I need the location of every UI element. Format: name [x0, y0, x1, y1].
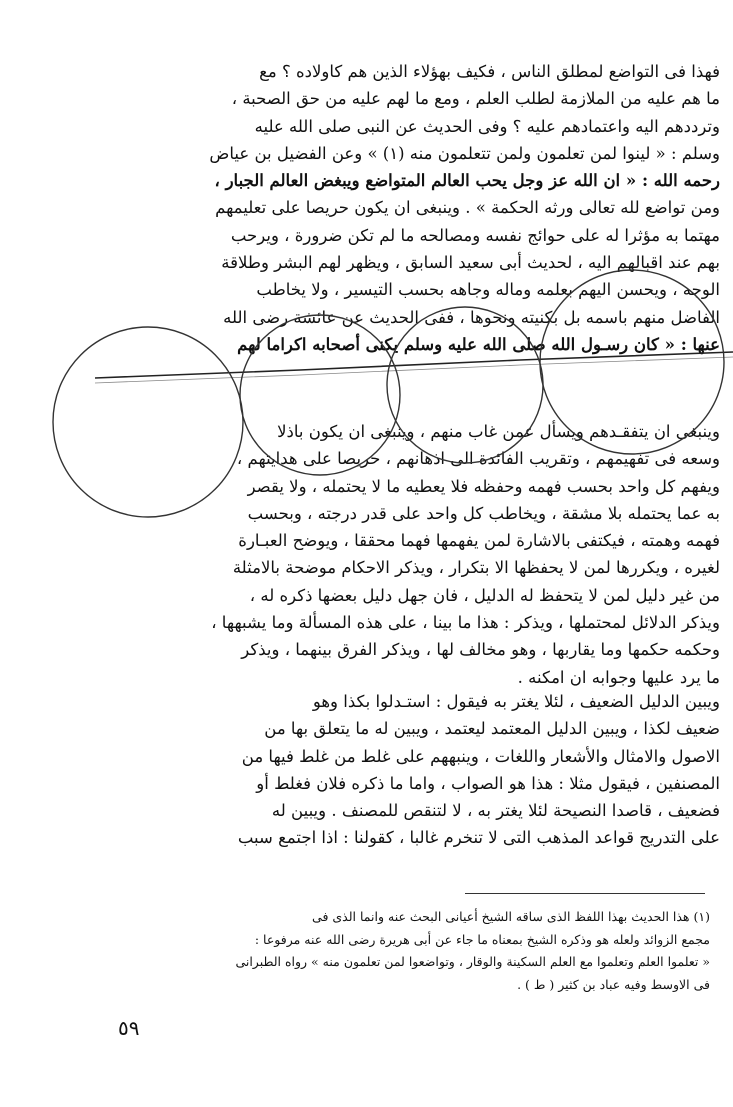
text-line: ما يرد عليها وجوابه ان امكنه .	[517, 667, 720, 687]
fold-crease-shadow	[95, 357, 733, 383]
footnote-separator	[465, 893, 705, 894]
text-line: به عما يحتمله بلا مشقة ، ويخاطب كل واحد على قدر درجته ، وبحسب	[247, 503, 720, 523]
text-line: الفاضل منهم باسمه بل بكنيته ونحوها ، ففى الحديث عن عائشة رضى الله	[223, 307, 720, 327]
text-line: الوجه ، ويحسن اليهم بعلمه وماله وجاهه بحسب التيسير ، ولا يخاطب	[256, 280, 720, 300]
text-line: ضعيف لكذا ، ويبين الدليل المعتمد ليعتمد ، ويبين له ما يتعلق بها من	[264, 719, 720, 739]
text-line: ومن تواضع لله تعالى ورثه الحكمة » . وينبغى ان يكون حريصا على تعليمهم	[215, 198, 720, 218]
footnote-line: فى الاوسط وفيه عباد بن كثير ( ط ) .	[517, 976, 710, 992]
paragraph-1	[100, 58, 720, 358]
text-line: وينبغى ان يتفقـدهم ويسأل عمن غاب منهم ، وينبغى ان يكون باذلا	[277, 422, 720, 441]
text-line: من غير دليل لمن لا يتحفظ له الدليل ، فان جهل دليل بعضها ذكره له ،	[249, 585, 720, 605]
footnote	[110, 906, 710, 996]
text-line: فضعيف ، قاصدا النصيحة لئلا يغتر به ، لا لتنقص للمصنف . ويبين له	[271, 801, 720, 821]
text-line: المصنفين ، فيقول مثلا : هذا هو الصواب ، واما ما ذكره فلان فغلط أو	[256, 773, 720, 793]
text-line: وسلم : « لينوا لمن تعلمون ولمن تتعلمون منه (١) » وعن الفضيل بن عياض	[209, 143, 720, 163]
paragraph-3	[100, 688, 720, 852]
text-line: وسعه فى تفهيمهم ، وتقريب الفائدة الى اذهانهم ، حريصا على هدايتهم ،	[236, 449, 720, 469]
text-line: ويذكر الدلائل لمحتملها ، ويذكر : هذا ما بينا ، على هذه المسألة وما يشبهها ،	[211, 613, 720, 633]
text-line: بهم عند اقبالهم اليه ، لحديث أبى سعيد السابق ، ويظهر لهم البشر وطلاقة	[221, 253, 720, 273]
footnote-line: « تعلموا العلم وتعلموا مع العلم السكينة والوقار ، وتواضعوا لمن تعلمون منه » رواه الطبرانى	[235, 954, 710, 970]
page-number: ٥٩	[118, 1016, 140, 1040]
text-line: عنها : « كان رسـول الله صلى الله عليه وسلم يكنى أصحابه اكراما لهم	[237, 334, 720, 354]
text-line: الاصول والامثال والأشعار واللغات ، وينبههم على غلط من غلط فيها من	[241, 746, 720, 766]
text-line: ويفهم كل واحد بحسب فهمه وحفظه فلا يعطيه ما لا يحتمله ، ولا يقصر	[247, 476, 720, 496]
paragraph-2	[100, 418, 720, 691]
text-line: فهمه وهمته ، فيكتفى بالاشارة لمن يفهمها فهما محققا ، ويوضح العبـارة	[238, 531, 720, 551]
text-line: رحمه الله : « ان الله عز وجل يحب العالم المتواضع ويبغض العالم الجبار ،	[214, 171, 720, 191]
text-line: فهذا فى التواضع لمطلق الناس ، فكيف بهؤلاء الذين هم كاولاده ؟ مع	[259, 62, 720, 81]
footnote-line: مجمع الزوائد ولعله هو وذكره الشيخ بمعناه ما جاء عن أبى هريرة رضى الله عنه مرفوعا :	[254, 931, 710, 947]
text-line: ما هم عليه من الملازمة لطلب العلم ، ومع ما لهم عليه من حق الصحبة ،	[231, 89, 720, 109]
text-line: ويبين الدليل الضعيف ، لئلا يغتر به فيقول : استـدلوا بكذا وهو	[312, 692, 720, 711]
text-line: وحكمه حكمها وما يقاربها ، وهو مخالف لها ، ويذكر الفرق بينهما ، ويذكر	[241, 640, 720, 660]
text-line: على التدريج قواعد المذهب التى لا تنخرم غالبا ، كقولنا : اذا اجتمع سبب	[237, 828, 720, 848]
text-line: مهتما به مؤثرا له على حوائج نفسه ومصالحه ما لم تكن ضرورة ، ويرحب	[230, 225, 720, 245]
text-line: وترددهم اليه واعتمادهم عليه ؟ وفى الحديث عن النبى صلى الله عليه	[254, 116, 720, 136]
text-line: لغيره ، ويكررها لمن لا يحفظها الا بتكرار ، ويذكر الاحكام موضحة بالامثلة	[232, 558, 720, 578]
footnote-line: (١) هذا الحديث بهذا اللفظ الذى ساقه الشيخ أعيانى البحث عنه وانما الذى فى	[312, 909, 710, 924]
